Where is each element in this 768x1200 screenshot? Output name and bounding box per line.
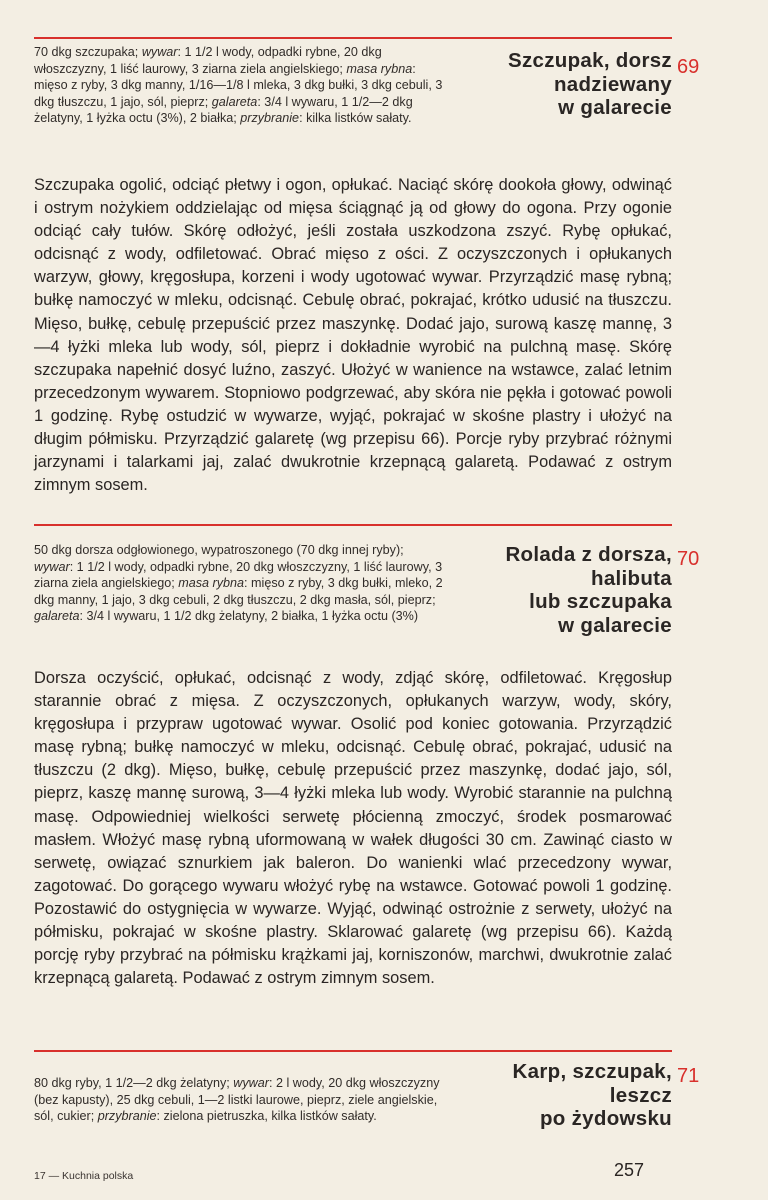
footer-chapter: 17 — Kuchnia polska <box>34 1170 134 1182</box>
ingredient-section-label: masa rybna <box>178 576 245 591</box>
ingredients-text <box>34 542 446 625</box>
recipe-71-top-rule <box>34 1050 672 1052</box>
recipe-71-ingredients <box>34 1075 446 1125</box>
ingredient-text: 50 dkg dorsza odgłowionego, wypatroszonego (70 dkg innej ryby); <box>34 543 404 557</box>
title-line: nadziewany <box>553 72 672 96</box>
recipe-70-title <box>505 543 672 637</box>
ingredient-text: : 3/4 l wywaru, 1 1/2—2 dkg żelatyny, 1 łyżka octu (3%), 2 białka; <box>34 94 413 126</box>
ingredient-text: : 1 1/2 l wody, odpadki rybne, 20 dkg włoszczyzny, 1 liść laurowy, 3 ziarna ziela angielskiego; <box>34 45 382 76</box>
recipe-69-instructions: Szczupaka ogolić, odciąć płetwy i ogon, opłukać. Naciąć skórę dookoła głowy, odwinąć i ostrym nożykiem oddzielając od mięsa ściągnąć ją od głowy do ogona. Przy ogonie odciąć cały tułów. Skórę odłożyć, jeśli została uszkodzona zszyć. Rybę opłukać, odcisnąć z wody, odfiletować. Obrać mięso z ości. Z oczyszczonych i opłukanych warzyw, głowy, kręgosłupa, korzeni i wody ugotować wywar. Przyrządzić masę rybną; bułkę namoczyć w mleku, odcisnąć. Cebulę obrać, pokrajać, krótko udusić na tłuszczu. Mięso, bułkę, cebulę przepuścić przez maszynkę. Dodać jajo, surową kaszę mannę, 3—4 łyżki mleka lub wody, sól, pieprz i dokładnie wyrobić na pulchną masę. Skórę szczupaka napełnić dosyć luźno, zaszyć. Ułożyć w wanience na wstawce, zalać letnim przecedzonym wywarem. Stopniowo podgrzewać, aby skóra nie pękła i gotować powoli 1 godzinę. Rybę ostudzić w wywarze, wyjąć, pokrajać w skośne plastry i ułożyć na długim półmisku. Przyrządzić galaretę (wg przepisu 66). Porcje ryby przybrać różnymi jarzynami i talarkami jaj, zalać dwukrotnie krzepnącą galaretą. Podawać z ostrym zimnym sosem. <box>34 176 672 495</box>
title-line: w galarecie <box>558 613 672 637</box>
ingredient-text: : mięso z ryby, 3 dkg manny, 1/16—1/8 l mleka, 3 dkg bułki, 3 dkg cebuli, 3 dkg tłuszczu, 1 jajo, sól, pieprz; <box>34 61 443 109</box>
ingredient-text: : mięso z ryby, 3 dkg bułki, mleko, 2 dkg manny, 1 jajo, 3 dkg cebuli, 2 dkg tłuszczu, 2 dkg masła, sól, pieprz; <box>34 576 443 607</box>
ingredient-section-label: masa rybna <box>346 61 413 76</box>
recipe-70-top-rule <box>34 524 672 526</box>
ingredient-text: 70 dkg szczupaka; <box>34 45 142 59</box>
recipe-69-top-rule <box>34 37 672 39</box>
title-line: leszcz <box>609 1083 672 1107</box>
recipe-69-body <box>34 174 672 497</box>
recipe-70-number: 70 <box>677 548 700 570</box>
title-line: halibuta <box>591 566 672 590</box>
title-line: Rolada z dorsza, <box>505 543 672 566</box>
recipe-70-body <box>34 667 672 990</box>
recipe-71-number: 71 <box>677 1065 700 1087</box>
ingredient-text: : kilka listków sałaty. <box>299 111 412 126</box>
ingredient-section-label: przybranie <box>240 111 300 126</box>
ingredient-section-label: wywar <box>141 45 178 59</box>
ingredient-section-label: wywar <box>34 559 70 574</box>
title-line: Karp, szczupak, <box>512 1060 672 1083</box>
ingredient-section-label: wywar <box>233 1076 269 1090</box>
ingredient-text: : zielona pietruszka, kilka listków sałaty. <box>156 1109 377 1124</box>
ingredient-text: : 2 l wody, 20 dkg włoszczyzny (bez kapusty), 25 dkg cebuli, 1—2 listki laurowe, pieprz, ziele angielskie, sól, cukier; <box>34 1076 440 1124</box>
ingredients-text <box>34 1075 446 1125</box>
ingredient-section-label: galareta <box>211 94 258 109</box>
ingredient-text: : 1 1/2 l wody, odpadki rybne, 20 dkg włoszczyzny, 1 liść laurowy, 3 ziarna ziela angielskiego; <box>34 559 443 591</box>
ingredient-text: 80 dkg ryby, 1 1/2—2 dkg żelatyny; <box>34 1076 234 1090</box>
ingredient-section-label: przybranie <box>97 1109 157 1124</box>
title-line: Szczupak, dorsz <box>508 49 672 72</box>
recipe-69-title <box>508 49 672 120</box>
recipe-69-ingredients <box>34 44 446 127</box>
ingredients-text <box>34 44 446 127</box>
ingredient-section-label: galareta <box>34 609 80 624</box>
title-line: w galarecie <box>558 96 672 119</box>
recipe-69-number: 69 <box>677 56 700 78</box>
page-number: 257 <box>614 1160 645 1180</box>
ingredient-text: : 3/4 l wywaru, 1 1/2 dkg żelatyny, 2 białka, 1 łyżka octu (3%) <box>79 609 419 624</box>
title-line: lub szczupaka <box>529 590 672 613</box>
recipe-70-instructions: Dorsza oczyścić, opłukać, odcisnąć z wody, zdjąć skórę, odfiletować. Kręgosłup starannie obrać z mięsa. Z oczyszczonych, opłukanych warzyw, wody, skóry, kręgosłupa i przypraw ugotować wywar. Osolić pod koniec gotowania. Przyrządzić masę rybną; bułkę namoczyć w mleku, odcisnąć. Cebulę obrać, pokrajać, udusić na tłuszczu (2 dkg). Mięso, bułkę, cebulę przepuścić przez maszynkę, dodać jajo, sól, pieprz, kaszę mannę surową, 3—4 łyżki mleka lub wody. Wyrobić starannie na pulchną masę. Odpowiedniej wielkości serwetę płócienną zmoczyć, środek posmarować masłem. Włożyć masę rybną uformowaną w wałek długości 30 cm. Zawinąć ciasto w serwetę, owiązać sznurkiem jak baleron. Do wanienki wlać przecedzony wywar, zagotować. Do gorącego wywaru włożyć rybę na wstawce. Gotować powoli 1 godzinę. Pozostawić do ostygnięcia w wywarze. Wyjąć, odwinąć ostrożnie z serwety, ułożyć na półmisku, pokrajać w skośne plastry. Sklarować galaretę (wg przepisu 66). Każdą porcję ryby przybrać na półmisku krążkami jaj, korniszonów, marchwi, dwukrotnie zalać krzepnącą galaretą. Podawać z ostrym zimnym sosem. <box>34 669 672 988</box>
title-line: po żydowsku <box>539 1107 672 1130</box>
recipe-70-ingredients <box>34 542 446 625</box>
recipe-71-title <box>513 1060 672 1131</box>
